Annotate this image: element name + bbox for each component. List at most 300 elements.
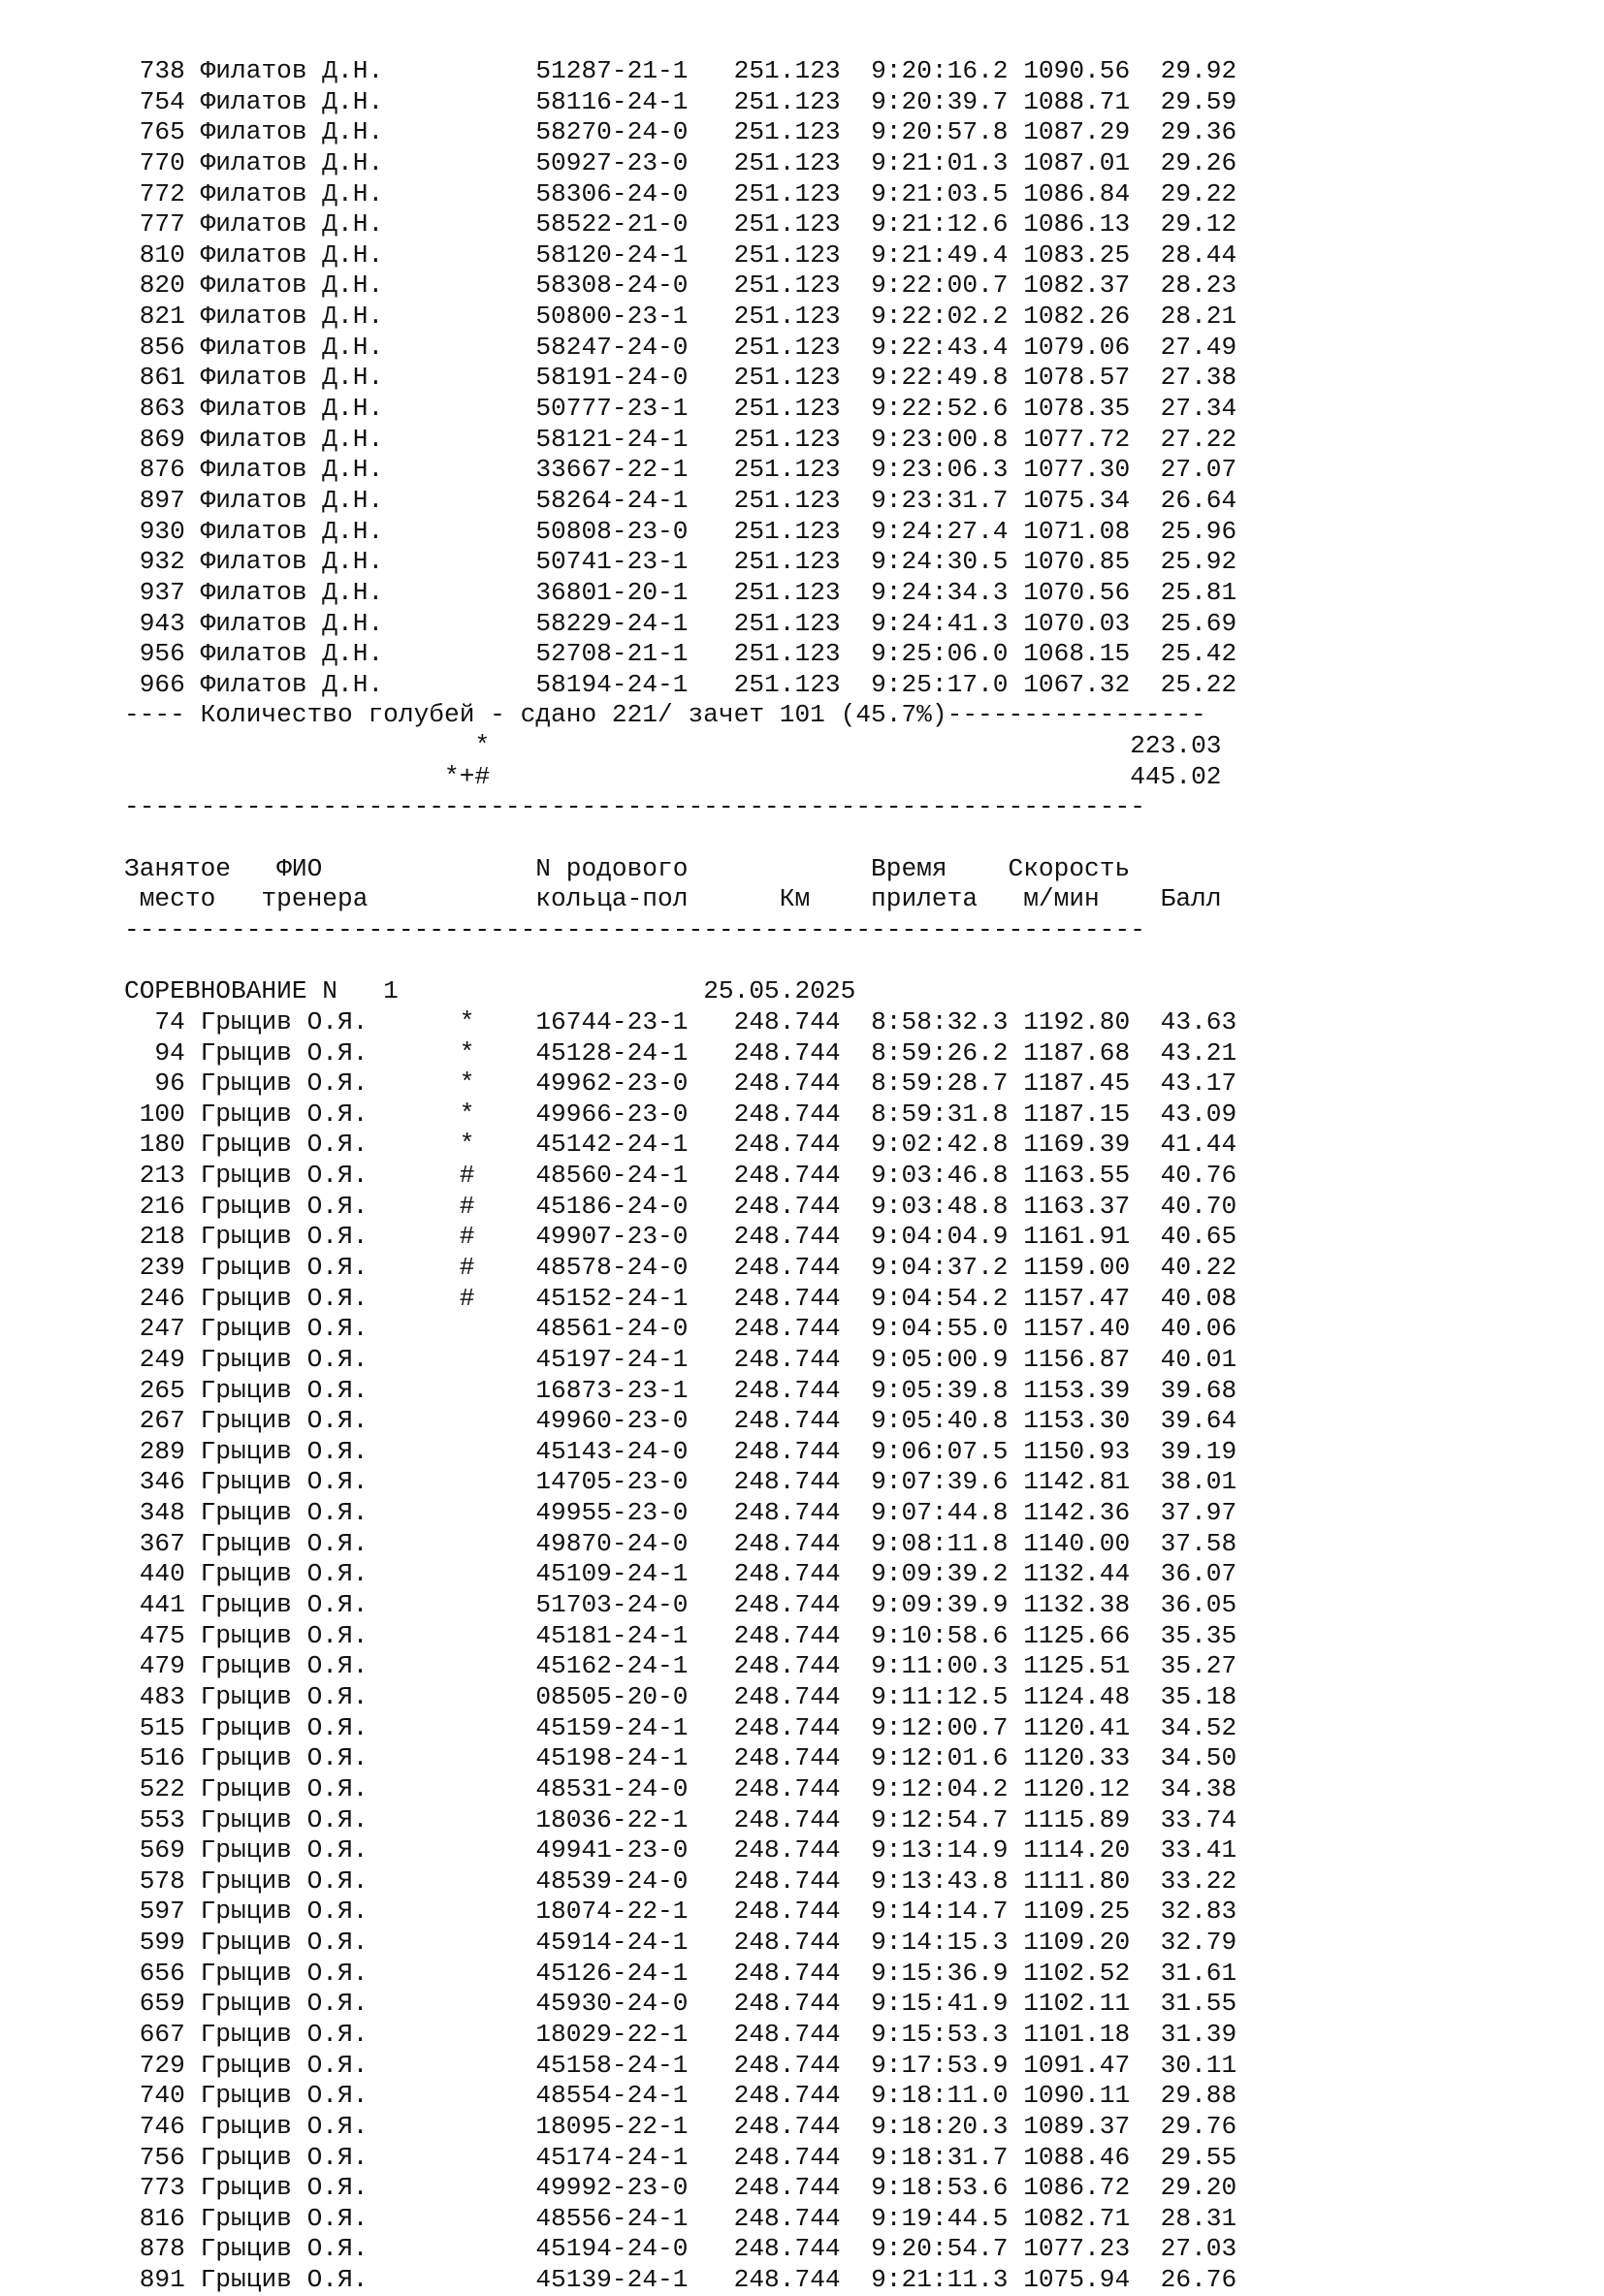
competition-title-row — [124, 976, 1236, 1007]
points-cell: 28.31 — [1130, 2203, 1237, 2233]
ring-cell: 45194-24-0 — [535, 2234, 719, 2264]
speed-cell: 1109.20 — [1023, 1928, 1131, 1958]
km-cell: 251.123 — [718, 547, 872, 577]
ring-cell: 45152-24-1 — [535, 1283, 719, 1313]
points-cell: 27.07 — [1130, 455, 1237, 485]
speed-cell: 1078.35 — [1023, 394, 1131, 424]
speed-cell: 1086.13 — [1023, 209, 1131, 239]
trainer-name-cell: Филатов Д.Н. — [200, 639, 460, 669]
points-cell: 40.22 — [1130, 1252, 1237, 1282]
place-cell: 247 — [124, 1314, 201, 1344]
result-row — [124, 1192, 1236, 1223]
arrival-time-cell: 8:59:28.7 — [871, 1068, 1024, 1099]
trainer-name-cell: Грыцив О.Я. — [200, 2234, 460, 2264]
trainer-name-cell: Грыцив О.Я. — [200, 1958, 460, 1988]
points-cell: 27.38 — [1130, 363, 1237, 393]
points-cell: 43.09 — [1130, 1099, 1237, 1129]
ring-cell: 48556-24-1 — [535, 2203, 719, 2233]
mark-cell — [460, 271, 536, 300]
ring-cell: 58264-24-1 — [535, 485, 719, 515]
speed-cell: 1163.55 — [1023, 1161, 1131, 1191]
arrival-time-cell: 9:25:17.0 — [871, 669, 1024, 699]
mark-cell — [460, 56, 536, 85]
km-cell: 248.744 — [718, 1099, 872, 1129]
mark-cell — [460, 117, 536, 146]
place-cell: 943 — [124, 608, 201, 638]
km-cell: 248.744 — [718, 1406, 872, 1436]
place-cell: 553 — [124, 1804, 201, 1834]
points-cell: 43.63 — [1130, 1006, 1237, 1036]
speed-cell: 1102.11 — [1023, 1989, 1131, 2019]
mark-cell: * — [459, 1068, 536, 1099]
ring-cell: 49907-23-0 — [535, 1222, 719, 1252]
speed-cell: 1161.91 — [1023, 1222, 1131, 1252]
points-cell: 27.49 — [1130, 332, 1237, 362]
arrival-time-cell: 9:25:06.0 — [871, 639, 1024, 669]
mark-cell — [460, 2173, 536, 2202]
mark-cell — [460, 240, 536, 270]
points-cell: 29.92 — [1130, 56, 1237, 85]
speed-cell: 1070.56 — [1023, 577, 1131, 607]
pigeon-count-summary: ---- Количество голубей - сдано 221/ зачет 101 (45.7%)----------------- — [124, 700, 1206, 730]
place-cell: 891 — [124, 2265, 201, 2295]
mark-cell — [460, 363, 536, 392]
speed-cell: 1153.30 — [1023, 1406, 1131, 1436]
trainer-name-cell: Филатов Д.Н. — [200, 516, 460, 546]
arrival-time-cell: 9:07:44.8 — [871, 1498, 1024, 1528]
points-cell: 35.35 — [1130, 1620, 1237, 1650]
km-cell: 251.123 — [718, 455, 872, 485]
ring-cell: 50741-23-1 — [535, 547, 719, 577]
trainer-name-cell: Грыцив О.Я. — [200, 1712, 460, 1742]
arrival-time-cell: 9:20:54.7 — [871, 2234, 1024, 2264]
arrival-time-cell: 9:04:04.9 — [871, 1222, 1024, 1252]
result-row — [124, 1682, 1236, 1713]
km-cell: 248.744 — [718, 1712, 872, 1742]
place-cell: 367 — [124, 1528, 201, 1558]
trainer-name-cell: Филатов Д.Н. — [200, 56, 460, 85]
points-cell: 31.39 — [1130, 2020, 1237, 2049]
arrival-time-cell: 9:04:37.2 — [871, 1252, 1024, 1282]
km-cell: 251.123 — [718, 577, 872, 607]
km-cell: 248.744 — [718, 1037, 872, 1068]
place-cell: 930 — [124, 516, 201, 546]
points-cell: 30.11 — [1130, 2050, 1237, 2080]
separator-line: ------------------------------------------------------------------- — [124, 792, 1145, 822]
column-header-line-1: Занятое ФИО N родового Время Скорость — [124, 853, 1131, 883]
place-cell: 483 — [124, 1681, 201, 1711]
mark-cell — [460, 1866, 536, 1896]
place-cell: 729 — [124, 2050, 201, 2080]
result-row — [124, 1713, 1236, 1744]
mark-cell — [460, 1651, 536, 1680]
points-cell: 29.12 — [1130, 209, 1237, 239]
arrival-time-cell: 8:59:26.2 — [871, 1037, 1024, 1068]
trainer-name-cell: Грыцив О.Я. — [200, 1590, 460, 1620]
place-cell: 74 — [124, 1006, 201, 1036]
mark-cell — [460, 2204, 536, 2233]
result-row — [124, 639, 1236, 670]
points-cell: 29.55 — [1130, 2142, 1237, 2172]
speed-cell: 1067.32 — [1023, 669, 1131, 699]
km-cell: 251.123 — [718, 117, 872, 147]
place-cell: 267 — [124, 1406, 201, 1436]
trainer-name-cell: Филатов Д.Н. — [200, 209, 460, 239]
place-cell: 440 — [124, 1559, 201, 1589]
mark-cell — [460, 1682, 536, 1711]
result-row — [124, 1467, 1236, 1498]
points-cell: 28.23 — [1130, 271, 1237, 301]
speed-cell: 1187.15 — [1023, 1099, 1131, 1129]
speed-cell: 1071.08 — [1023, 516, 1131, 546]
star-plus-total-row — [124, 762, 1236, 793]
speed-cell: 1088.71 — [1023, 86, 1131, 116]
trainer-name-cell: Грыцив О.Я. — [200, 2173, 460, 2203]
result-row — [124, 2265, 1236, 2296]
trainer-name-cell: Грыцив О.Я. — [200, 1191, 460, 1221]
speed-cell: 1109.25 — [1023, 1897, 1131, 1927]
arrival-time-cell: 9:22:02.2 — [871, 302, 1024, 332]
place-cell: 522 — [124, 1773, 201, 1803]
result-row — [124, 1959, 1236, 1990]
points-cell: 32.83 — [1130, 1897, 1237, 1927]
result-row — [124, 486, 1236, 517]
km-cell: 248.744 — [718, 1620, 872, 1650]
arrival-time-cell: 9:24:30.5 — [871, 547, 1024, 577]
trainer-name-cell: Филатов Д.Н. — [200, 424, 460, 454]
points-cell: 25.42 — [1130, 639, 1237, 669]
mark-cell — [460, 1897, 536, 1926]
trainer-name-cell: Грыцив О.Я. — [200, 1528, 460, 1558]
arrival-time-cell: 9:20:16.2 — [871, 56, 1024, 85]
speed-cell: 1169.39 — [1023, 1130, 1131, 1160]
arrival-time-cell: 9:05:40.8 — [871, 1406, 1024, 1436]
place-cell: 897 — [124, 485, 201, 515]
speed-cell: 1120.33 — [1023, 1743, 1131, 1773]
results-document — [124, 56, 1236, 2296]
points-cell: 25.22 — [1130, 669, 1237, 699]
points-cell: 35.27 — [1130, 1651, 1237, 1681]
ring-cell: 50800-23-1 — [535, 302, 719, 332]
km-cell: 248.744 — [718, 1283, 872, 1313]
points-cell: 43.17 — [1130, 1068, 1237, 1099]
ring-cell: 52708-21-1 — [535, 639, 719, 669]
ring-cell: 16873-23-1 — [535, 1375, 719, 1405]
speed-cell: 1159.00 — [1023, 1252, 1131, 1282]
trainer-name-cell: Грыцив О.Я. — [200, 1130, 460, 1160]
arrival-time-cell: 9:09:39.9 — [871, 1590, 1024, 1620]
place-cell: 516 — [124, 1743, 201, 1773]
star-plus-value: 445.02 — [1130, 761, 1222, 791]
km-cell: 251.123 — [718, 147, 872, 177]
trainer-name-cell: Грыцив О.Я. — [200, 1467, 460, 1497]
spacer-line — [124, 946, 1236, 977]
points-cell: 37.97 — [1130, 1498, 1237, 1528]
ring-cell: 45143-24-0 — [535, 1436, 719, 1466]
arrival-time-cell: 9:14:14.7 — [871, 1897, 1024, 1927]
arrival-time-cell: 8:58:32.3 — [871, 1006, 1024, 1036]
speed-cell: 1083.25 — [1023, 239, 1131, 270]
speed-cell: 1077.30 — [1023, 455, 1131, 485]
result-row — [124, 363, 1236, 394]
ring-cell: 48539-24-0 — [535, 1866, 719, 1896]
trainer-name-cell: Грыцив О.Я. — [200, 2265, 460, 2295]
ring-cell: 18029-22-1 — [535, 2020, 719, 2049]
ring-cell: 48561-24-0 — [535, 1314, 719, 1344]
km-cell: 251.123 — [718, 302, 872, 332]
mark-cell — [460, 1498, 536, 1527]
speed-cell: 1140.00 — [1023, 1528, 1131, 1558]
points-cell: 38.01 — [1130, 1467, 1237, 1497]
place-cell: 746 — [124, 2111, 201, 2141]
ring-cell: 45197-24-1 — [535, 1344, 719, 1374]
result-row — [124, 1774, 1236, 1805]
speed-cell: 1078.57 — [1023, 363, 1131, 393]
trainer-name-cell: Грыцив О.Я. — [200, 1314, 460, 1344]
result-row — [124, 1314, 1236, 1345]
trainer-name-cell: Грыцив О.Я. — [200, 1099, 460, 1129]
place-cell: 265 — [124, 1375, 201, 1405]
speed-cell: 1142.81 — [1023, 1467, 1131, 1497]
trainer-name-cell: Филатов Д.Н. — [200, 608, 460, 638]
mark-cell — [460, 455, 536, 484]
arrival-time-cell: 9:22:43.4 — [871, 332, 1024, 362]
place-cell: 772 — [124, 178, 201, 208]
place-cell: 569 — [124, 1835, 201, 1866]
trainer-name-cell: Грыцив О.Я. — [200, 1436, 460, 1466]
result-row — [124, 1161, 1236, 1192]
ring-cell: 49966-23-0 — [535, 1099, 719, 1129]
speed-cell: 1125.66 — [1023, 1620, 1131, 1650]
km-cell: 251.123 — [718, 639, 872, 669]
place-cell: 578 — [124, 1866, 201, 1896]
result-row — [124, 240, 1236, 271]
points-cell: 28.21 — [1130, 302, 1237, 332]
result-row — [124, 1651, 1236, 1682]
mark-cell — [460, 2051, 536, 2080]
arrival-time-cell: 9:15:36.9 — [871, 1958, 1024, 1988]
place-cell: 515 — [124, 1712, 201, 1742]
trainer-name-cell: Филатов Д.Н. — [200, 455, 460, 485]
ring-cell: 45159-24-1 — [535, 1712, 719, 1742]
trainer-name-cell: Грыцив О.Я. — [200, 1651, 460, 1681]
result-row — [124, 578, 1236, 609]
trainer-name-cell: Филатов Д.Н. — [200, 363, 460, 393]
mark-cell: * — [459, 1099, 536, 1129]
points-cell: 40.08 — [1130, 1283, 1237, 1313]
arrival-time-cell: 9:24:34.3 — [871, 577, 1024, 607]
trainer-name-cell: Грыцив О.Я. — [200, 1037, 460, 1068]
mark-cell — [460, 148, 536, 177]
result-row — [124, 1835, 1236, 1866]
spacer-line — [124, 823, 1236, 854]
trainer-name-cell: Грыцив О.Я. — [200, 1989, 460, 2019]
separator-line: ------------------------------------------------------------------- — [124, 914, 1145, 944]
result-row — [124, 1130, 1236, 1161]
speed-cell: 1087.01 — [1023, 147, 1131, 177]
place-cell: 667 — [124, 2020, 201, 2049]
trainer-name-cell: Филатов Д.Н. — [200, 669, 460, 699]
points-cell: 25.81 — [1130, 577, 1237, 607]
mark-cell — [460, 2143, 536, 2172]
km-cell: 248.744 — [718, 1958, 872, 1988]
mark-cell — [460, 1314, 536, 1343]
result-row — [124, 1406, 1236, 1437]
place-cell: 810 — [124, 239, 201, 270]
arrival-time-cell: 9:21:03.5 — [871, 178, 1024, 208]
ring-cell: 45174-24-1 — [535, 2142, 719, 2172]
ring-cell: 45128-24-1 — [535, 1037, 719, 1068]
km-cell: 248.744 — [718, 1467, 872, 1497]
km-cell: 248.744 — [718, 1375, 872, 1405]
mark-cell — [460, 547, 536, 576]
place-cell: 740 — [124, 2081, 201, 2111]
ring-cell: 18074-22-1 — [535, 1897, 719, 1927]
speed-cell: 1070.85 — [1023, 547, 1131, 577]
ring-cell: 49955-23-0 — [535, 1498, 719, 1528]
place-cell: 821 — [124, 302, 201, 332]
arrival-time-cell: 9:18:53.6 — [871, 2173, 1024, 2203]
speed-cell: 1086.72 — [1023, 2173, 1131, 2203]
mark-cell — [460, 1529, 536, 1558]
ring-cell: 48578-24-0 — [535, 1252, 719, 1282]
km-cell: 251.123 — [718, 239, 872, 270]
trainer-name-cell: Грыцив О.Я. — [200, 1804, 460, 1834]
speed-cell: 1187.68 — [1023, 1037, 1131, 1068]
arrival-time-cell: 9:11:00.3 — [871, 1651, 1024, 1681]
mark-cell — [460, 1467, 536, 1496]
arrival-time-cell: 9:04:55.0 — [871, 1314, 1024, 1344]
result-row — [124, 302, 1236, 333]
arrival-time-cell: 9:15:41.9 — [871, 1989, 1024, 2019]
ring-cell: 18036-22-1 — [535, 1804, 719, 1834]
trainer-name-cell: Филатов Д.Н. — [200, 547, 460, 577]
place-cell: 475 — [124, 1620, 201, 1650]
points-cell: 29.88 — [1130, 2081, 1237, 2111]
trainer-name-cell: Грыцив О.Я. — [200, 2081, 460, 2111]
result-row — [124, 1866, 1236, 1897]
km-cell: 248.744 — [718, 2173, 872, 2203]
ring-cell: 58270-24-0 — [535, 117, 719, 147]
points-cell: 39.19 — [1130, 1436, 1237, 1466]
points-cell: 40.06 — [1130, 1314, 1237, 1344]
speed-cell: 1102.52 — [1023, 1958, 1131, 1988]
speed-cell: 1068.15 — [1023, 639, 1131, 669]
arrival-time-cell: 8:59:31.8 — [871, 1099, 1024, 1129]
speed-cell: 1187.45 — [1023, 1068, 1131, 1099]
points-cell: 32.79 — [1130, 1928, 1237, 1958]
place-cell: 820 — [124, 271, 201, 301]
points-cell: 27.03 — [1130, 2234, 1237, 2264]
ring-cell: 45109-24-1 — [535, 1559, 719, 1589]
speed-cell: 1090.56 — [1023, 56, 1131, 85]
arrival-time-cell: 9:20:57.8 — [871, 117, 1024, 147]
mark-cell: # — [459, 1252, 536, 1282]
ring-cell: 45158-24-1 — [535, 2050, 719, 2080]
place-cell: 738 — [124, 56, 201, 85]
place-cell: 770 — [124, 147, 201, 177]
trainer-name-cell: Филатов Д.Н. — [200, 332, 460, 362]
mark-cell — [460, 209, 536, 239]
result-row — [124, 179, 1236, 210]
result-row — [124, 2051, 1236, 2082]
result-row — [124, 1897, 1236, 1928]
result-row — [124, 1284, 1236, 1315]
arrival-time-cell: 9:12:54.7 — [871, 1804, 1024, 1834]
km-cell: 251.123 — [718, 56, 872, 85]
ring-cell: 45142-24-1 — [535, 1130, 719, 1160]
speed-cell: 1070.03 — [1023, 608, 1131, 638]
arrival-time-cell: 9:13:14.9 — [871, 1835, 1024, 1866]
speed-cell: 1082.26 — [1023, 302, 1131, 332]
points-cell: 27.22 — [1130, 424, 1237, 454]
arrival-time-cell: 9:24:41.3 — [871, 608, 1024, 638]
trainer-name-cell: Филатов Д.Н. — [200, 86, 460, 116]
arrival-time-cell: 9:22:49.8 — [871, 363, 1024, 393]
place-cell: 94 — [124, 1037, 201, 1068]
mark-cell — [460, 1376, 536, 1405]
trainer-name-cell: Филатов Д.Н. — [200, 394, 460, 424]
ring-cell: 45139-24-1 — [535, 2265, 719, 2295]
km-cell: 251.123 — [718, 608, 872, 638]
speed-cell: 1082.37 — [1023, 271, 1131, 301]
speed-cell: 1079.06 — [1023, 332, 1131, 362]
star-plus-label: *+# — [444, 761, 491, 791]
speed-cell: 1132.44 — [1023, 1559, 1131, 1589]
trainer-name-cell: Грыцив О.Я. — [200, 1161, 460, 1191]
points-cell: 27.34 — [1130, 394, 1237, 424]
ring-cell: 58194-24-1 — [535, 669, 719, 699]
place-cell: 861 — [124, 363, 201, 393]
arrival-time-cell: 9:18:20.3 — [871, 2111, 1024, 2141]
result-row — [124, 1559, 1236, 1590]
place-cell: 754 — [124, 86, 201, 116]
arrival-time-cell: 9:12:00.7 — [871, 1712, 1024, 1742]
km-cell: 251.123 — [718, 669, 872, 699]
place-cell: 441 — [124, 1590, 201, 1620]
ring-cell: 49992-23-0 — [535, 2173, 719, 2203]
star-label: * — [474, 731, 491, 761]
trainer-name-cell: Грыцив О.Я. — [200, 1897, 460, 1927]
arrival-time-cell: 9:23:00.8 — [871, 424, 1024, 454]
result-row — [124, 1989, 1236, 2020]
place-cell: 289 — [124, 1436, 201, 1466]
speed-cell: 1077.72 — [1023, 424, 1131, 454]
points-cell: 28.44 — [1130, 239, 1237, 270]
points-cell: 33.41 — [1130, 1835, 1237, 1866]
km-cell: 248.744 — [718, 1314, 872, 1344]
mark-cell — [460, 333, 536, 362]
place-cell: 878 — [124, 2234, 201, 2264]
place-cell: 863 — [124, 394, 201, 424]
speed-cell: 1120.41 — [1023, 1712, 1131, 1742]
km-cell: 251.123 — [718, 485, 872, 515]
place-cell: 876 — [124, 455, 201, 485]
arrival-time-cell: 9:12:01.6 — [871, 1743, 1024, 1773]
km-cell: 251.123 — [718, 516, 872, 546]
mark-cell — [460, 609, 536, 638]
place-cell: 216 — [124, 1191, 201, 1221]
place-cell: 597 — [124, 1897, 201, 1927]
arrival-time-cell: 9:14:15.3 — [871, 1928, 1024, 1958]
place-cell: 656 — [124, 1958, 201, 1988]
km-cell: 248.744 — [718, 2050, 872, 2080]
star-gap-b — [490, 731, 1130, 760]
km-cell: 248.744 — [718, 1161, 872, 1191]
trainer-name-cell: Филатов Д.Н. — [200, 271, 460, 301]
mark-cell — [460, 425, 536, 454]
points-cell: 37.58 — [1130, 1528, 1237, 1558]
